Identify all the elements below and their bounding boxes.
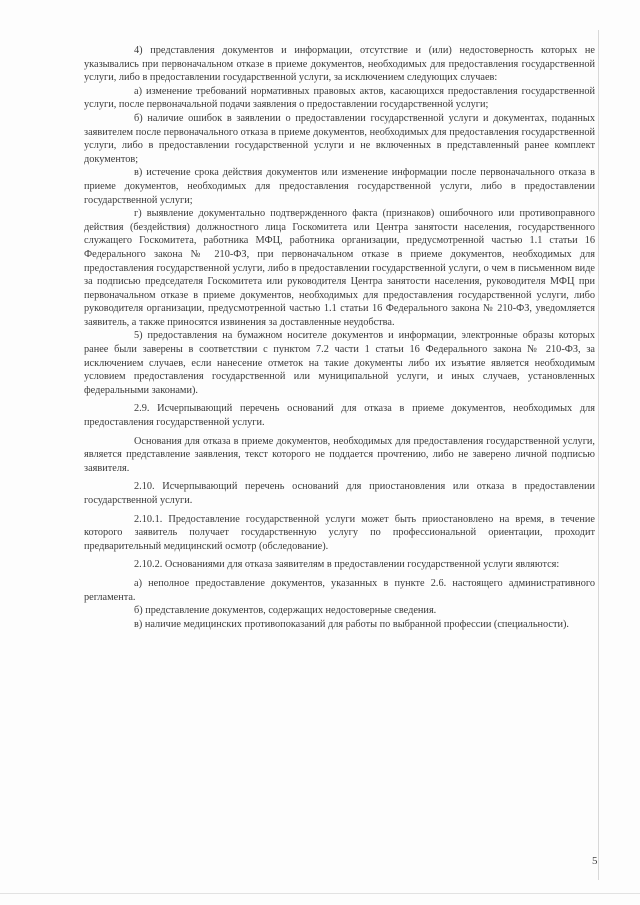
paragraph-item-4: 4) представления документов и информации, отсутствие и (или) недостоверность которых не указывались при первоначальном отказе в приеме документов, необходимых для предоставления государственной услуги, либо в предоставлении государственной услуги, за исключением следующих случаев: [84,45,595,84]
paragraph-subitem-v: в) истечение срока действия документов или изменение информации после первоначального отказа в приеме документов, необходимых для предоставления государственной услуги, либо в предоставлении государственной услуги; [84,167,595,206]
document-body [84,44,595,631]
paragraph-section-2-10-1: 2.10.1. Предоставление государственной услуги может быть приостановлено на время, в течение которого заявитель получает государственную услугу по профессиональной ориентации, проходит предварительный медицинский осмотр (обследование). [84,513,595,552]
paragraph-subitem-a: а) изменение требований нормативных правовых актов, касающихся предоставления государственной услуги, после первоначальной подачи заявления о предоставлении государственной услуги; [84,85,595,111]
scan-bottom-line [0,893,640,894]
paragraph-section-2-10-2: 2.10.2. Основаниями для отказа заявителям в предоставлении государственной услуги являются: [134,559,560,571]
paragraph-subitem-g: г) выявление документально подтвержденного факта (признаков) ошибочного или противоправного действия (бездействия) должностного лица Госкомитета или Центра занятости населения, государственного служащего Госкомитета, работника МФЦ, работника организации, предусмотренной частью 1.1 статьи 16 Федерального закона № 210-ФЗ, при первоначальном отказе в приеме документов, необходимых для предоставления государственной услуги, либо в предоставлении государственной услуги, о чем в письменном виде за подписью председателя Госкомитета или руководителя Центра занятости населения, руководителя МФЦ при первоначальном отказе в приеме документов, необходимых для предоставления государственной услуги, либо руководителя организации, предусмотренной частью 1.1 статьи 16 Федерального закона № 210-ФЗ, уведомляется заявитель, а также приносятся извинения за доставленные неудобства. [84,208,595,328]
paragraph-subitem-b: б) наличие ошибок в заявлении о предоставлении государственной услуги и документах, поданных заявителем после первоначального отказа в приеме документов, необходимых для предоставления государственной услуги, либо в предоставлении государственной услуги и не включенных в представленный ранее комплект документов; [84,112,595,165]
paragraph-section-2-9: 2.9. Исчерпывающий перечень оснований для отказа в приеме документов, необходимых для предоставления государственной услуги. [84,403,595,429]
paragraph-reason-v: в) наличие медицинских противопоказаний для работы по выбранной профессии (специальности). [134,618,570,630]
page-number: 5 [592,855,598,867]
paragraph-reason-b: б) представление документов, содержащих недостоверные сведения. [134,605,437,617]
paragraph-item-5: 5) предоставления на бумажном носителе документов и информации, электронные образы которых ранее были заверены в соответствии с пунктом 7.2 части 1 статьи 16 Федерального закона № 210-ФЗ, за исключением случаев, если нанесение отметок на такие документы либо их изъятие является необходимым условием предоставления государственной или муниципальной услуги, и иных случаев, установленных федеральными законами). [84,330,595,396]
scan-edge-line [598,30,599,880]
paragraph-refusal-grounds: Основания для отказа в приеме документов, необходимых для предоставления государственной услуги, является представление заявления, текст которого не поддается прочтению, либо не заверено личной подписью заявителя. [84,435,595,474]
paragraph-section-2-10: 2.10. Исчерпывающий перечень оснований для приостановления или отказа в предоставлении государственной услуги. [84,481,595,506]
paragraph-reason-a: а) неполное предоставление документов, указанных в пункте 2.6. настоящего административного регламента. [84,577,595,603]
